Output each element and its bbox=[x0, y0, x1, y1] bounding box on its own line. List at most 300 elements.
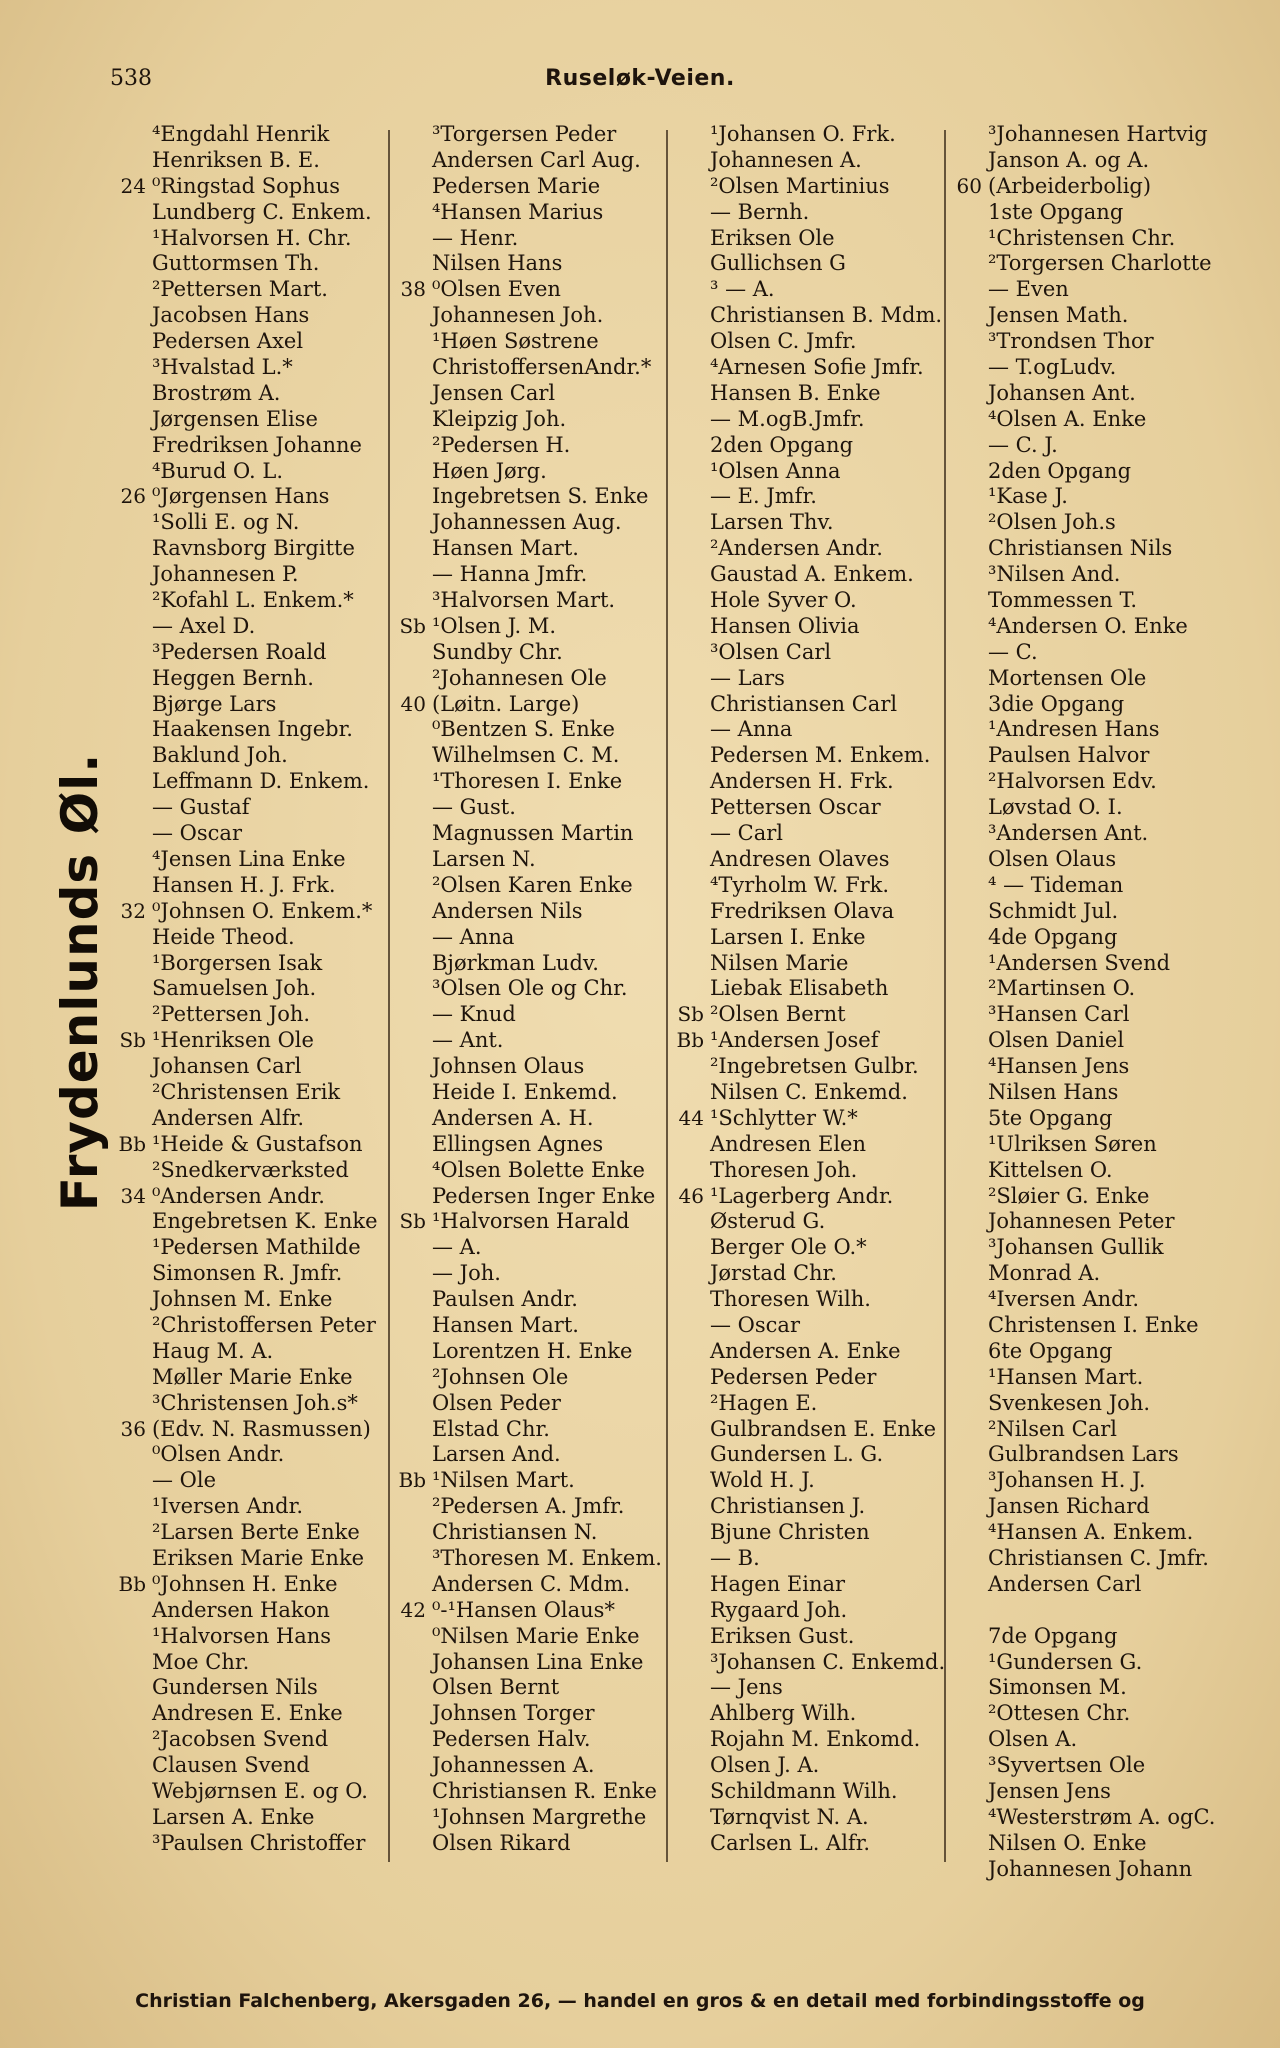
resident-name: Monrad A. bbox=[988, 1261, 1101, 1286]
resident-name: Magnussen Martin bbox=[432, 821, 634, 846]
resident-name: Lorentzen H. Enke bbox=[432, 1338, 633, 1363]
directory-entry bbox=[668, 847, 946, 873]
resident-name: ²Christoffersen Peter bbox=[152, 1312, 376, 1337]
directory-entry bbox=[946, 148, 1230, 174]
directory-entry bbox=[110, 355, 390, 381]
resident-name: — C. J. bbox=[988, 432, 1058, 457]
directory-entry bbox=[668, 1184, 946, 1210]
directory-entry bbox=[946, 666, 1230, 692]
resident-name: ⁴Andersen O. Enke bbox=[988, 613, 1188, 638]
resident-name: — Oscar bbox=[710, 1312, 800, 1337]
resident-name: — Even bbox=[988, 277, 1069, 302]
directory-entry bbox=[946, 1313, 1230, 1339]
resident-name: Christiansen Carl bbox=[710, 691, 898, 716]
resident-name: Pedersen Inger Enke bbox=[432, 1183, 656, 1208]
resident-name: Heide I. Enkemd. bbox=[432, 1079, 618, 1104]
resident-name: Christiansen R. Enke bbox=[432, 1779, 657, 1803]
resident-name: Engebretsen K. Enke bbox=[152, 1209, 378, 1234]
directory-entry bbox=[668, 1805, 946, 1831]
directory-entry bbox=[110, 899, 390, 925]
resident-name: ³Johansen H. J. bbox=[988, 1468, 1146, 1493]
directory-entry bbox=[390, 1520, 668, 1546]
directory-entry bbox=[390, 1675, 668, 1701]
resident-name: — Bernh. bbox=[710, 199, 810, 224]
resident-name: Høen Jørg. bbox=[432, 458, 547, 483]
directory-entry bbox=[110, 588, 390, 614]
resident-name: Andersen Alfr. bbox=[152, 1105, 305, 1130]
house-number: Sb bbox=[399, 613, 426, 638]
resident-name: ⁰Bentzen S. Enke bbox=[432, 717, 615, 742]
directory-entry bbox=[390, 1365, 668, 1391]
resident-name: Johannesen Joh. bbox=[432, 303, 604, 328]
directory-entry bbox=[110, 148, 390, 174]
directory-entry bbox=[390, 200, 668, 226]
resident-name: Andersen A. H. bbox=[432, 1105, 594, 1130]
directory-entry bbox=[110, 1106, 390, 1132]
resident-name: Elstad Chr. bbox=[432, 1416, 550, 1441]
directory-entry bbox=[668, 303, 946, 329]
resident-name: ¹Borgersen Isak bbox=[152, 950, 323, 975]
directory-entry bbox=[946, 717, 1230, 743]
directory-entry bbox=[668, 1546, 946, 1572]
directory-entry bbox=[110, 1391, 390, 1417]
directory-entry bbox=[668, 1391, 946, 1417]
directory-entry bbox=[946, 951, 1230, 977]
directory-entry bbox=[390, 847, 668, 873]
resident-name: ³Olsen Ole og Chr. bbox=[432, 976, 628, 1001]
resident-name: ²Olsen Martinius bbox=[710, 173, 890, 198]
directory-entry bbox=[390, 1727, 668, 1753]
directory-entry bbox=[110, 1598, 390, 1624]
resident-name: ³Torgersen Peder bbox=[432, 122, 617, 146]
directory-entry bbox=[946, 329, 1230, 355]
directory-entry bbox=[110, 1442, 390, 1468]
directory-entry bbox=[668, 951, 946, 977]
directory-entry bbox=[946, 925, 1230, 951]
directory-entry bbox=[390, 1701, 668, 1727]
directory-entry bbox=[668, 899, 946, 925]
resident-name: Svenkesen Joh. bbox=[988, 1390, 1151, 1415]
resident-name: ¹Kase J. bbox=[988, 484, 1068, 509]
resident-name: Jørgensen Elise bbox=[152, 406, 318, 431]
directory-entry bbox=[110, 1572, 390, 1598]
resident-name: ¹Andersen Josef bbox=[710, 1028, 879, 1053]
directory-entry bbox=[110, 484, 390, 510]
directory-entry bbox=[390, 1184, 668, 1210]
directory-entry bbox=[946, 1080, 1230, 1106]
resident-name: Gulbrandsen Lars bbox=[988, 1442, 1179, 1467]
directory-entry bbox=[668, 459, 946, 485]
directory-entry bbox=[668, 200, 946, 226]
resident-name: Ahlberg Wilh. bbox=[710, 1701, 857, 1726]
resident-name: ¹Olsen J. M. bbox=[432, 613, 557, 638]
resident-name: Haug M. A. bbox=[152, 1338, 274, 1363]
resident-name: Olsen Daniel bbox=[988, 1028, 1125, 1053]
resident-name: — Ole bbox=[152, 1468, 217, 1493]
directory-entry bbox=[946, 614, 1230, 640]
directory-entry bbox=[390, 692, 668, 718]
directory-entry bbox=[390, 226, 668, 252]
resident-name: ³Hansen Carl bbox=[988, 1002, 1130, 1027]
directory-entry bbox=[946, 873, 1230, 899]
directory-entry bbox=[668, 536, 946, 562]
resident-name: Andersen H. Frk. bbox=[710, 769, 894, 794]
resident-name: ²Ingebretsen Gulbr. bbox=[710, 1054, 919, 1079]
resident-name: ¹Lagerberg Andr. bbox=[710, 1183, 894, 1208]
resident-name: Gulbrandsen E. Enke bbox=[710, 1416, 937, 1441]
resident-name: ²Pettersen Joh. bbox=[152, 1002, 311, 1027]
resident-name: Haakensen Ingebr. bbox=[152, 717, 353, 742]
resident-name: Pedersen Marie bbox=[432, 173, 601, 198]
resident-name: ¹Andersen Svend bbox=[988, 950, 1171, 975]
directory-entry bbox=[946, 510, 1230, 536]
page-header bbox=[0, 66, 1280, 100]
directory-entry bbox=[110, 1080, 390, 1106]
directory-entry bbox=[946, 769, 1230, 795]
directory-entry bbox=[946, 1365, 1230, 1391]
directory-entry bbox=[390, 743, 668, 769]
resident-name: Pedersen Peder bbox=[710, 1364, 877, 1389]
resident-name: ²Johannesen Ole bbox=[432, 665, 607, 690]
resident-name: ³Trondsen Thor bbox=[988, 329, 1154, 354]
directory-entry bbox=[668, 174, 946, 200]
directory-entry bbox=[390, 122, 668, 148]
house-number: 24 bbox=[120, 173, 146, 198]
resident-name: Webjørnsen E. og O. bbox=[152, 1779, 368, 1803]
resident-name: ¹Christensen Chr. bbox=[988, 225, 1176, 250]
directory-entry bbox=[110, 251, 390, 277]
resident-name: Johannesen Johann bbox=[988, 1856, 1193, 1881]
directory-entry bbox=[668, 743, 946, 769]
resident-name: (Arbeiderbolig) bbox=[988, 173, 1152, 198]
resident-name: ²Ottesen Chr. bbox=[988, 1701, 1131, 1726]
directory-entry bbox=[110, 1209, 390, 1235]
resident-name: — C. bbox=[988, 639, 1038, 664]
house-number: 26 bbox=[120, 484, 146, 509]
resident-name: ³Olsen Carl bbox=[710, 639, 832, 664]
directory-entry bbox=[390, 251, 668, 277]
directory-entry bbox=[110, 562, 390, 588]
resident-name: Olsen Olaus bbox=[988, 846, 1117, 871]
directory-entry bbox=[110, 1261, 390, 1287]
resident-name: ¹Schlytter W.* bbox=[710, 1105, 858, 1130]
house-number: 34 bbox=[120, 1183, 146, 1208]
directory-entry bbox=[668, 717, 946, 743]
directory-entry bbox=[110, 1520, 390, 1546]
directory-entry bbox=[946, 1675, 1230, 1701]
directory-entry bbox=[110, 1287, 390, 1313]
directory-entry bbox=[946, 1779, 1230, 1805]
column-1 bbox=[110, 122, 390, 1857]
directory-entry bbox=[668, 1468, 946, 1494]
column-4 bbox=[946, 122, 1230, 1883]
resident-name: Moe Chr. bbox=[152, 1649, 250, 1674]
resident-name: Nilsen Hans bbox=[988, 1079, 1119, 1104]
resident-name: ²Andersen Andr. bbox=[710, 536, 883, 561]
resident-name: — B. bbox=[710, 1545, 760, 1570]
resident-name: ¹Halvorsen H. Chr. bbox=[152, 225, 352, 250]
directory-entry bbox=[668, 769, 946, 795]
directory-entry bbox=[390, 1624, 668, 1650]
resident-name: ⁴Westerstrøm A. ogC. bbox=[988, 1804, 1216, 1829]
resident-name: Christiansen B. Mdm. bbox=[710, 303, 943, 328]
directory-entry bbox=[110, 795, 390, 821]
directory-entry bbox=[390, 1779, 668, 1805]
directory-entry bbox=[668, 484, 946, 510]
resident-name: Andresen E. Enke bbox=[152, 1701, 343, 1726]
directory-entry bbox=[946, 1598, 1230, 1624]
resident-name: Møller Marie Enke bbox=[152, 1364, 353, 1389]
directory-entry bbox=[390, 1417, 668, 1443]
resident-name: ⁰Johnsen H. Enke bbox=[152, 1571, 338, 1596]
directory-entry bbox=[390, 1106, 668, 1132]
resident-name: ³Thoresen M. Enkem. bbox=[432, 1545, 662, 1570]
directory-entry bbox=[390, 1002, 668, 1028]
resident-name: Larsen I. Enke bbox=[710, 924, 866, 949]
resident-name: ¹Johnsen Margrethe bbox=[432, 1804, 647, 1829]
resident-name: Olsen J. A. bbox=[710, 1753, 820, 1778]
directory-entry bbox=[110, 122, 390, 148]
resident-name: ⁴Hansen Jens bbox=[988, 1054, 1130, 1079]
directory-entry bbox=[390, 1442, 668, 1468]
directory-entry bbox=[110, 873, 390, 899]
resident-name: Andersen A. Enke bbox=[710, 1338, 901, 1363]
resident-name: Nilsen Hans bbox=[432, 251, 563, 276]
resident-name: ⁰-¹Hansen Olaus* bbox=[432, 1597, 615, 1622]
resident-name: Liebak Elisabeth bbox=[710, 976, 889, 1001]
directory-entry bbox=[390, 925, 668, 951]
directory-entry bbox=[110, 769, 390, 795]
resident-name: ²Torgersen Charlotte bbox=[988, 251, 1212, 276]
resident-name: Olsen Bernt bbox=[432, 1675, 560, 1700]
resident-name: (Edv. N. Rasmussen) bbox=[152, 1416, 371, 1441]
directory-entry bbox=[110, 536, 390, 562]
column-3 bbox=[668, 122, 946, 1857]
directory-entry bbox=[946, 1650, 1230, 1676]
directory-entry bbox=[946, 1417, 1230, 1443]
resident-name: ¹Nilsen Mart. bbox=[432, 1468, 575, 1493]
directory-entry bbox=[668, 1235, 946, 1261]
resident-name: Johnsen Olaus bbox=[432, 1054, 585, 1079]
directory-entry bbox=[946, 821, 1230, 847]
resident-name: ²Pettersen Mart. bbox=[152, 277, 328, 302]
resident-name: ²Kofahl L. Enkem.* bbox=[152, 588, 354, 613]
directory-entry bbox=[668, 1054, 946, 1080]
directory-entry bbox=[110, 459, 390, 485]
resident-name: Andersen Carl Aug. bbox=[432, 147, 641, 172]
directory-entry bbox=[390, 148, 668, 174]
directory-entry bbox=[390, 1261, 668, 1287]
directory-entry bbox=[946, 562, 1230, 588]
directory-entry bbox=[946, 1831, 1230, 1857]
directory-entry bbox=[390, 459, 668, 485]
resident-name: ²Jacobsen Svend bbox=[152, 1727, 329, 1752]
resident-name: — Lars bbox=[710, 665, 785, 690]
resident-name: ²Pedersen A. Jmfr. bbox=[432, 1494, 625, 1519]
directory-entry bbox=[390, 174, 668, 200]
resident-name: Leffmann D. Enkem. bbox=[152, 769, 370, 794]
directory-entry bbox=[668, 692, 946, 718]
resident-name: Schildmann Wilh. bbox=[710, 1779, 898, 1803]
directory-entry bbox=[110, 510, 390, 536]
directory-entry bbox=[110, 821, 390, 847]
house-number: 36 bbox=[120, 1416, 146, 1441]
resident-name: — Joh. bbox=[432, 1261, 501, 1286]
resident-name: ⁴Burud O. L. bbox=[152, 458, 284, 483]
resident-name: Hansen B. Enke bbox=[710, 380, 881, 405]
directory-entry bbox=[110, 1624, 390, 1650]
house-number: Sb bbox=[399, 1209, 426, 1234]
resident-name: ³Syvertsen Ole bbox=[988, 1753, 1146, 1778]
directory-entry bbox=[390, 433, 668, 459]
directory-entry bbox=[946, 433, 1230, 459]
resident-name: Johannessen Aug. bbox=[432, 510, 622, 535]
directory-columns bbox=[0, 122, 1280, 1881]
resident-name: Hansen Olivia bbox=[710, 613, 860, 638]
directory-entry bbox=[946, 277, 1230, 303]
resident-name: Ravnsborg Birgitte bbox=[152, 536, 355, 561]
column-2 bbox=[390, 122, 668, 1857]
resident-name: Jørstad Chr. bbox=[710, 1261, 837, 1286]
directory-entry bbox=[668, 1080, 946, 1106]
directory-entry bbox=[946, 1028, 1230, 1054]
directory-entry bbox=[946, 459, 1230, 485]
directory-entry bbox=[668, 1727, 946, 1753]
directory-entry bbox=[110, 329, 390, 355]
resident-name: Samuelsen Joh. bbox=[152, 976, 317, 1001]
resident-name: Johansen Lina Enke bbox=[432, 1649, 644, 1674]
resident-name: ⁰Ringstad Sophus bbox=[152, 173, 341, 198]
directory-entry bbox=[390, 1650, 668, 1676]
resident-name: ⁰Nilsen Marie Enke bbox=[432, 1623, 640, 1648]
resident-name: Olsen Rikard bbox=[432, 1830, 571, 1855]
directory-entry bbox=[110, 1132, 390, 1158]
resident-name: Clausen Svend bbox=[152, 1753, 310, 1778]
resident-name: ⁰Olsen Even bbox=[432, 277, 561, 302]
resident-name: — Knud bbox=[432, 1002, 516, 1027]
directory-entry bbox=[390, 1753, 668, 1779]
directory-entry bbox=[946, 1209, 1230, 1235]
directory-entry bbox=[110, 407, 390, 433]
resident-name: ⁴Tyrholm W. Frk. bbox=[710, 872, 890, 897]
directory-entry bbox=[668, 329, 946, 355]
directory-entry bbox=[668, 1365, 946, 1391]
directory-entry bbox=[946, 355, 1230, 381]
resident-name: Eriksen Marie Enke bbox=[152, 1545, 365, 1570]
directory-entry bbox=[946, 899, 1230, 925]
directory-entry bbox=[668, 821, 946, 847]
directory-entry bbox=[110, 1339, 390, 1365]
resident-name: Christiansen Nils bbox=[988, 536, 1173, 561]
directory-entry bbox=[390, 873, 668, 899]
resident-name: ³Johansen Gullik bbox=[988, 1235, 1164, 1260]
resident-name: ³Hvalstad L.* bbox=[152, 355, 293, 380]
directory-entry bbox=[110, 925, 390, 951]
resident-name: — Henr. bbox=[432, 225, 519, 250]
directory-entry bbox=[110, 277, 390, 303]
resident-name: ³Paulsen Christoffer bbox=[152, 1830, 366, 1855]
resident-name: Christiansen N. bbox=[432, 1520, 598, 1545]
resident-name: Rojahn M. Enkomd. bbox=[710, 1727, 921, 1752]
resident-name: Wold H. J. bbox=[710, 1468, 815, 1493]
resident-name: ⁰Andersen Andr. bbox=[152, 1183, 325, 1208]
resident-name: Hansen Mart. bbox=[432, 536, 579, 561]
resident-name: Olsen A. bbox=[988, 1727, 1078, 1752]
directory-entry bbox=[110, 1417, 390, 1443]
directory-entry bbox=[668, 1287, 946, 1313]
directory-entry bbox=[946, 1261, 1230, 1287]
directory-entry bbox=[110, 381, 390, 407]
directory-entry bbox=[946, 174, 1230, 200]
resident-name: Gundersen L. G. bbox=[710, 1442, 884, 1467]
resident-name: Gaustad A. Enkem. bbox=[710, 562, 914, 587]
resident-name: — Anna bbox=[710, 717, 793, 742]
resident-name: ¹Solli E. og N. bbox=[152, 510, 300, 535]
resident-name: Christiansen J. bbox=[710, 1494, 866, 1519]
directory-entry bbox=[668, 1158, 946, 1184]
directory-entry bbox=[946, 1287, 1230, 1313]
directory-entry bbox=[668, 873, 946, 899]
resident-name: — E. Jmfr. bbox=[710, 484, 817, 509]
footer-advertisement: Christian Falchenberg, Akersgaden 26, — handel en gros & en detail med forbindingsstoffe og bbox=[135, 1990, 1145, 2012]
resident-name: ³Johannesen Hartvig bbox=[988, 122, 1208, 146]
resident-name: ¹Johansen O. Frk. bbox=[710, 122, 896, 146]
resident-name: ¹Halvorsen Harald bbox=[432, 1209, 630, 1234]
resident-name: Larsen And. bbox=[432, 1442, 561, 1467]
resident-name: ⁰Johnsen O. Enkem.* bbox=[152, 898, 373, 923]
resident-name: Christiansen C. Jmfr. bbox=[988, 1545, 1209, 1570]
resident-name: ²Hagen E. bbox=[710, 1390, 818, 1415]
directory-entry bbox=[110, 200, 390, 226]
resident-name: Schmidt Jul. bbox=[988, 898, 1119, 923]
resident-name: Jensen Jens bbox=[988, 1779, 1111, 1803]
directory-entry bbox=[946, 1054, 1230, 1080]
resident-name: 5te Opgang bbox=[988, 1105, 1113, 1130]
resident-name: Kittelsen O. bbox=[988, 1157, 1113, 1182]
resident-name: ²Olsen Joh.s bbox=[988, 510, 1116, 535]
directory-entry bbox=[946, 1339, 1230, 1365]
directory-entry bbox=[390, 329, 668, 355]
directory-entry bbox=[668, 640, 946, 666]
resident-name: Johannessen A. bbox=[432, 1753, 595, 1778]
resident-name: Andersen Hakon bbox=[152, 1597, 330, 1622]
directory-entry bbox=[946, 484, 1230, 510]
house-number: 38 bbox=[400, 277, 426, 302]
resident-name: ²Olsen Karen Enke bbox=[432, 872, 633, 897]
resident-name: Johansen Carl bbox=[152, 1054, 302, 1079]
resident-name: Ellingsen Agnes bbox=[432, 1131, 604, 1156]
resident-name: Andresen Olaves bbox=[710, 846, 890, 871]
resident-name: 3die Opgang bbox=[988, 691, 1125, 716]
resident-name: Larsen A. Enke bbox=[152, 1804, 315, 1829]
resident-name: Larsen N. bbox=[432, 846, 536, 871]
resident-name: Ingebretsen S. Enke bbox=[432, 484, 649, 509]
directory-entry bbox=[668, 1572, 946, 1598]
resident-name: ⁴Hansen A. Enkem. bbox=[988, 1520, 1194, 1545]
directory-entry bbox=[946, 640, 1230, 666]
house-number: 32 bbox=[120, 898, 146, 923]
resident-name: — Hanna Jmfr. bbox=[432, 562, 588, 587]
directory-entry bbox=[668, 148, 946, 174]
directory-entry bbox=[946, 1572, 1230, 1598]
resident-name: Eriksen Gust. bbox=[710, 1623, 855, 1648]
house-number: Sb bbox=[119, 1028, 146, 1053]
directory-entry bbox=[110, 1701, 390, 1727]
resident-name: ³Pedersen Roald bbox=[152, 639, 327, 664]
directory-entry bbox=[946, 1391, 1230, 1417]
directory-entry bbox=[668, 122, 946, 148]
directory-entry bbox=[668, 976, 946, 1002]
